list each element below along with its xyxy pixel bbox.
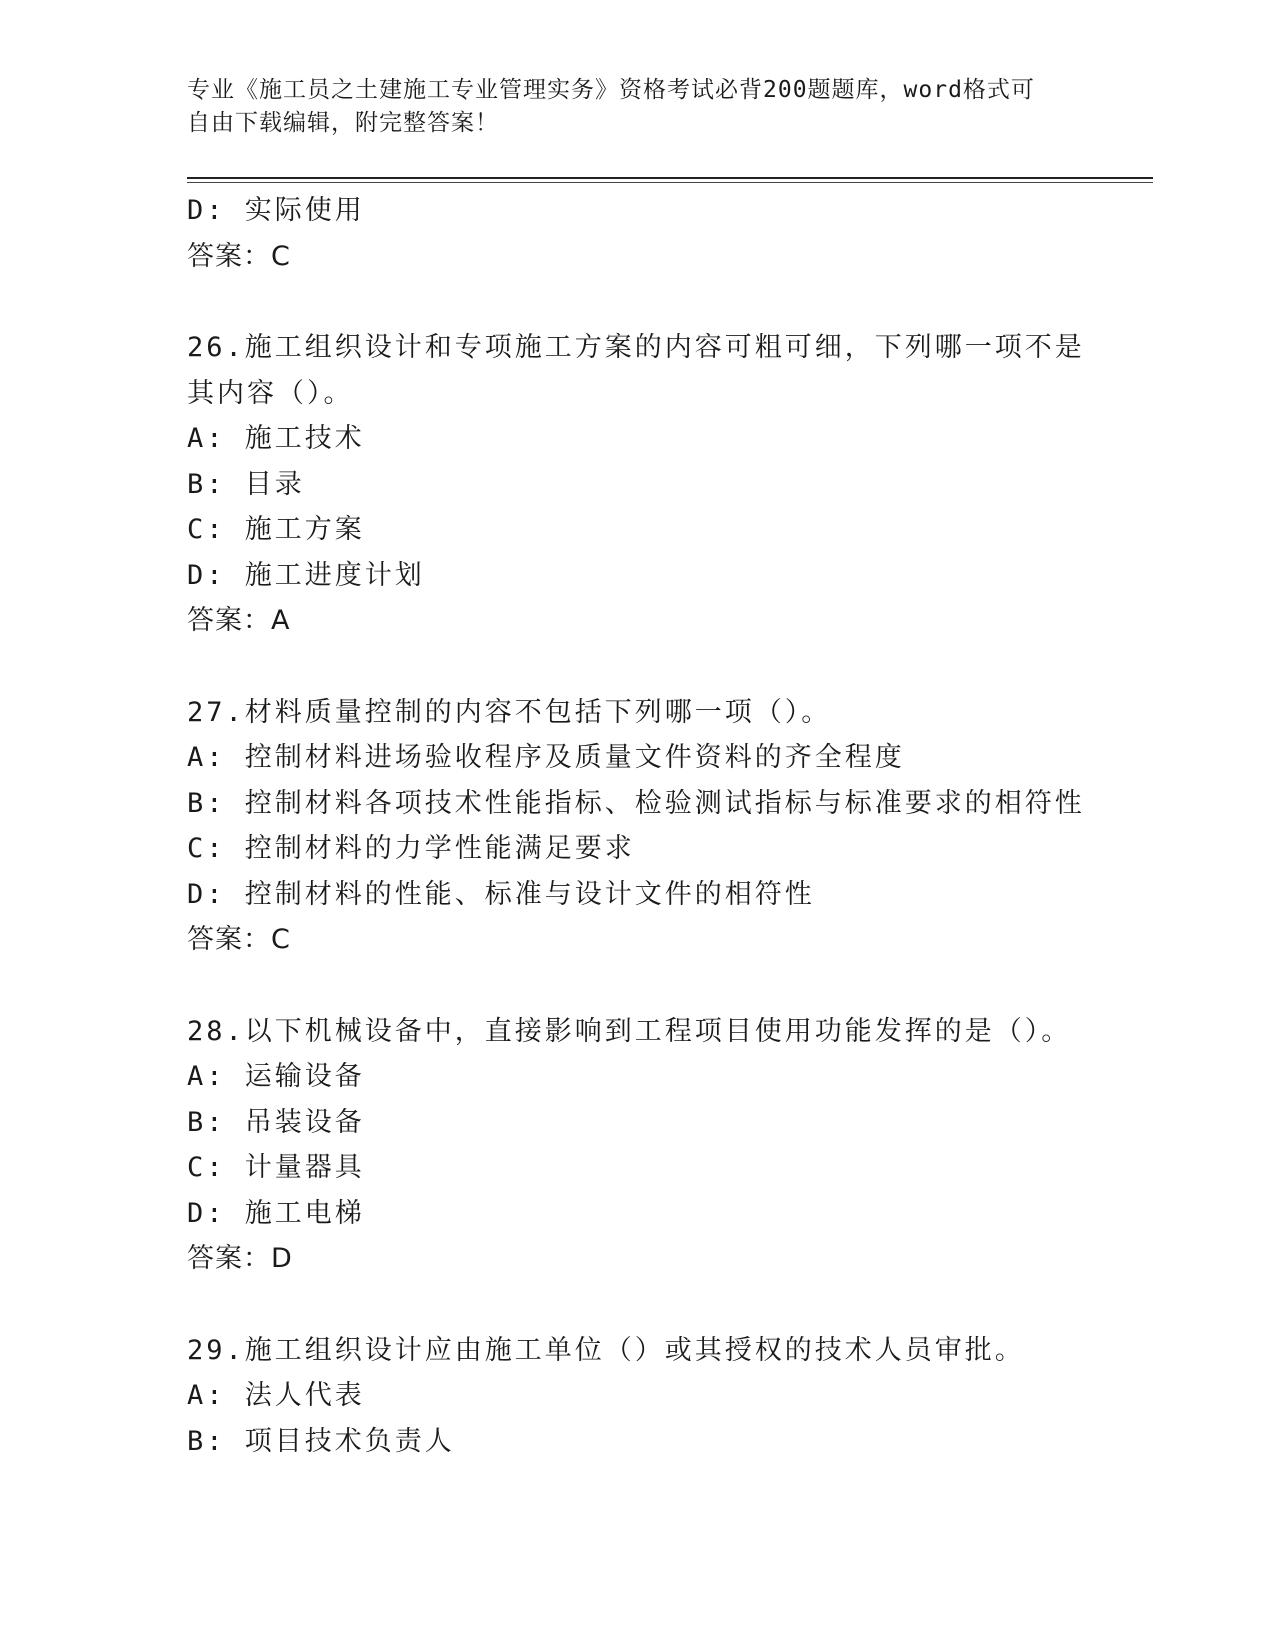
option-c-q27: C: 控制材料的力学性能满足要求 — [187, 833, 635, 864]
question-stem-27: 27.材料质量控制的内容不包括下列哪一项（）。 — [187, 696, 832, 728]
answer-q25: 答案：C — [187, 240, 291, 272]
answer-q27: 答案：C — [187, 924, 291, 955]
answer-q26: 答案：A — [187, 605, 291, 636]
answer-q28: 答案：D — [187, 1243, 293, 1274]
question-stem-26: 26.施工组织设计和专项施工方案的内容可粗可细，下列哪一项不是其内容（）。 — [187, 332, 1085, 409]
spacer — [187, 644, 1087, 690]
option-d-q26: D: 施工进度计划 — [187, 559, 425, 591]
header-rule-thin — [187, 182, 1153, 183]
option-a-q29: A: 法人代表 — [187, 1380, 365, 1411]
option-b-q26: B: 目录 — [187, 468, 305, 500]
option-a-q26: A: 施工技术 — [187, 423, 365, 454]
header-rule-thick — [187, 177, 1153, 179]
option-d-q25: D: 实际使用 — [187, 195, 365, 226]
question-stem-29: 29.施工组织设计应由施工单位（）或其授权的技术人员审批。 — [187, 1334, 1025, 1366]
option-b-q29: B: 项目技术负责人 — [187, 1425, 455, 1457]
option-d-q27: D: 控制材料的性能、标准与设计文件的相符性 — [187, 878, 815, 910]
option-a-q28: A: 运输设备 — [187, 1061, 365, 1092]
option-c-q28: C: 计量器具 — [187, 1152, 365, 1183]
question-list — [187, 188, 1087, 1464]
option-a-q27: A: 控制材料进场验收程序及质量文件资料的齐全程度 — [187, 742, 905, 773]
option-d-q28: D: 施工电梯 — [187, 1197, 365, 1229]
option-c-q26: C: 施工方案 — [187, 514, 365, 545]
spacer — [187, 963, 1087, 1009]
question-stem-28: 28.以下机械设备中，直接影响到工程项目使用功能发挥的是（）。 — [187, 1015, 1072, 1047]
page-header: 专业《施工员之土建施工专业管理实务》资格考试必背200题题库，word格式可 自由下载编辑，附完整答案！ — [187, 77, 1035, 136]
spacer — [187, 1282, 1087, 1328]
spacer — [187, 279, 1087, 325]
option-b-q27: B: 控制材料各项技术性能指标、检验测试指标与标准要求的相符性 — [187, 787, 1085, 819]
option-b-q28: B: 吊装设备 — [187, 1106, 365, 1138]
